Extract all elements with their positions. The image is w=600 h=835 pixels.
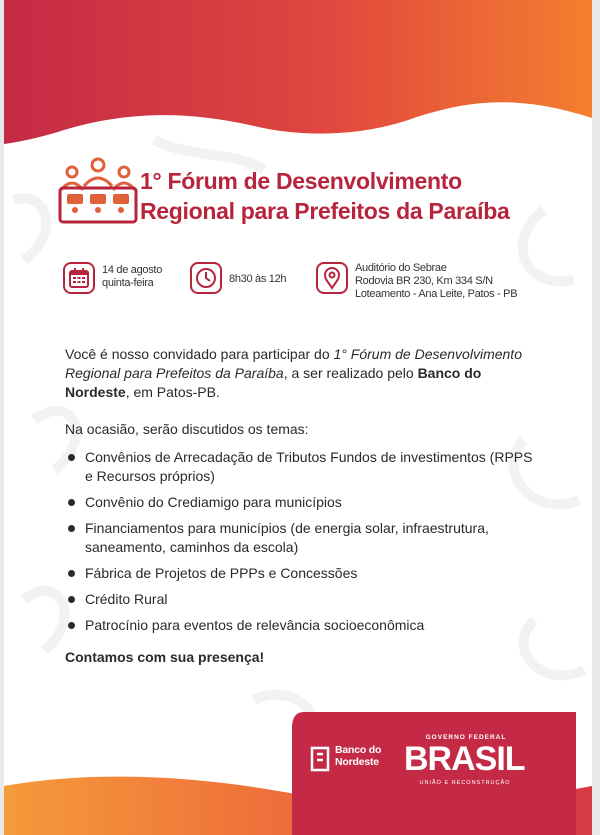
title-line-2: Regional para Prefeitos da Paraíba xyxy=(140,198,510,224)
list-item: Convênios de Arrecadação de Tributos Fundos de investimentos (RPPS e Recursos próprios) xyxy=(65,448,535,486)
intro-text-b: , a ser realizado pelo xyxy=(283,365,418,381)
list-item: Fábrica de Projetos de PPPs e Concessões xyxy=(65,564,535,583)
closing-text: Contamos com sua presença! xyxy=(65,649,265,665)
gov-logo-sub: UNIÃO E RECONSTRUÇÃO xyxy=(419,780,511,786)
event-time: 8h30 às 12h xyxy=(229,273,287,285)
intro-event-name: 1° Fórum de Desenvolvimento Regional para Prefeitos da Paraíba xyxy=(65,346,522,381)
gov-logo-top: GOVERNO FEDERAL xyxy=(425,734,507,741)
event-location xyxy=(355,262,517,301)
title-line-1: 1° Fórum de Desenvolvimento xyxy=(140,168,462,194)
weekday-text: quinta-feira xyxy=(102,277,154,289)
location-venue: Auditório do Sebrae xyxy=(355,262,447,274)
bank-logo-text xyxy=(335,744,381,768)
topics-intro: Na ocasião, serão discutidos os temas: xyxy=(65,421,309,437)
intro-bank-name: Banco do Nordeste xyxy=(65,365,482,400)
invitation-page xyxy=(4,0,592,835)
page-title xyxy=(140,166,560,226)
list-item: Financiamentos para municípios (de energia solar, infraestrutura, saneamento, caminhos da escola) xyxy=(65,519,535,557)
topics-list xyxy=(65,448,535,635)
date-text: 14 de agosto xyxy=(102,264,163,276)
intro-paragraph xyxy=(65,345,535,402)
list-item: Convênio do Crediamigo para municípios xyxy=(65,493,535,512)
list-item: Crédito Rural xyxy=(65,590,535,609)
clock-icon xyxy=(190,262,222,294)
location-address: Rodovia BR 230, Km 334 S/N xyxy=(355,275,493,287)
event-info-row xyxy=(4,262,592,302)
gov-logo-main: BRASIL xyxy=(404,740,525,778)
conference-icon xyxy=(58,156,138,226)
location-city: Loteamento - Ana Leite, Patos - PB xyxy=(355,288,518,300)
intro-text-c: , em Patos-PB. xyxy=(125,384,220,400)
list-item: Patrocínio para eventos de relevância socioeconômica xyxy=(65,616,535,635)
intro-text-a: Você é nosso convidado para participar do xyxy=(65,346,334,362)
event-date xyxy=(102,264,162,290)
invitation-body xyxy=(65,345,535,667)
calendar-icon xyxy=(63,262,95,294)
bank-logo-line-2: Nordeste xyxy=(335,756,379,768)
bank-logo-line-1: Banco do xyxy=(335,744,382,756)
map-pin-icon xyxy=(316,262,348,294)
